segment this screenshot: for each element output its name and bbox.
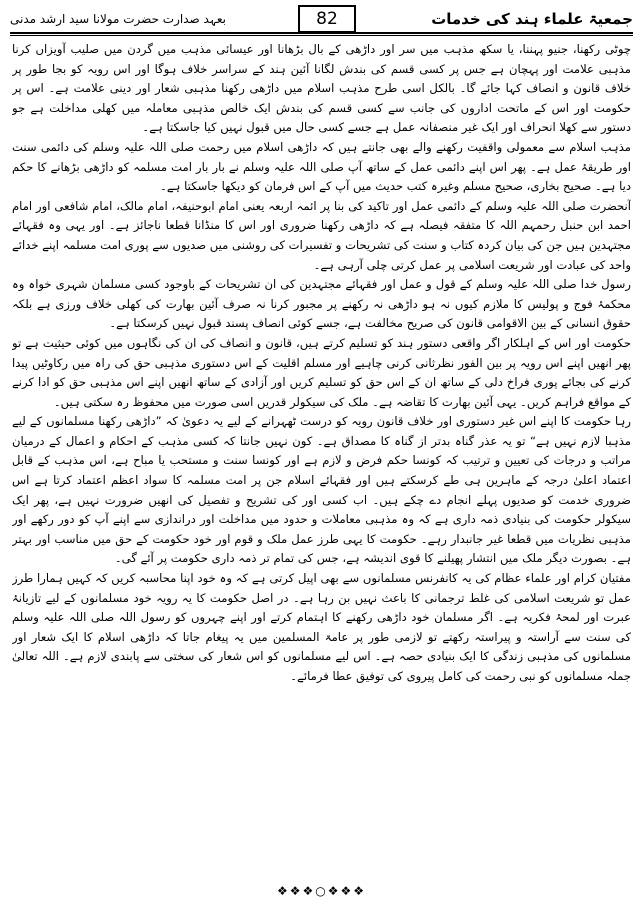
running-title: جمعیۃ علماء ہند کی خدمات: [431, 10, 633, 28]
paragraph: حکومت اور اس کے اہلکار اگر واقعی دستور ہند کو تسلیم کرتے ہیں، قانون و انصاف کی ان کی نگاہوں میں کوئی حیثیت ہے تو پھر انھیں اپنے اس رویہ پر بین الفور نظرثانی کرنی چاہیے اور مسلم اقلیت کے اس دستوری مذہبی حق کی راہ میں رکاوٹیں پیدا کرنے کی بجائے پوری فراخ دلی کے ساتھ ان کے اس حق کو تسلیم کریں اور آزادی کے ساتھ انھیں اپنے اس مذہبی حق کو ادا کرنے کے مواقع فراہم کریں۔ یہی آئین بھارت کا تقاضہ ہے۔ ملک کی سیکولر قدریں اسی صورت میں محفوظ رہ سکتی ہیں۔: [12, 335, 631, 409]
paragraph: مذہب اسلام سے معمولی واقفیت رکھنے والے بھی جانتے ہیں کہ داڑھی اسلام میں رحمت صلی اللہ علیہ وسلم کی دائمی سنت اور طریقۂ عمل ہے۔ پھر اس اپنے دائمی عمل کے ساتھ آپ صلی اللہ علیہ وسلم نے بار بار امت مسلمہ کو داڑھی بڑھانے کا حکم دیا ہے۔ صحیح بخاری، صحیح مسلم وغیرہ کتب حدیث میں آپ کے اس فرمان کو دیکھا جاسکتا ہے۔: [12, 139, 631, 194]
paragraph: چوٹی رکھنا، جنیو پہننا، یا سکھ مذہب میں سر اور داڑھی کے بال بڑھانا اور عیسائی مذہب میں گردن میں صلیب آویزاں کرنا مذہبی علامت اور پہچان ہے جس پر کسی قسم کی بندش لگانا آئین ہند کے سراسر خلاف ہوگا اور اس رویہ کو بجا طور پر خلاف قانون و انصاف کہا جائے گا۔ بالکل اسی طرح مذہب اسلام میں داڑھی رکھنا مذہبی شعار اور دینی علامت ہے۔ اس پر حکومت اور اس کے ماتحت اداروں کی جانب سے کسی قسم کی بندش ایک خالص مذہبی معاملہ میں کھلی مداخلت ہے جو دستور سے کھلا انحراف اور ایک غیر منصفانہ عمل ہے جسے کسی حال میں قبول نہیں کیا جاسکتا ہے۔: [12, 42, 631, 135]
article-body: [12, 40, 631, 876]
page-number: 82: [298, 5, 356, 33]
paragraph: آنحضرت صلی اللہ علیہ وسلم کے دائمی عمل اور تاکید کی بنا پر ائمہ اربعہ یعنی امام ابوحنیفہ، امام مالک، امام شافعی اور امام احمد ابن حنبل رحمہم اللہ کا متفقہ فیصلہ ہے کہ داڑھی رکھنا ضروری اور اس کا منڈانا قطعا ناجائز ہے۔ اور یہی وہ فقہائے مجتہدین ہیں جن کی بیان کردہ کتاب و سنت کی تشریحات و تفسیرات کی روشنی میں صدیوں سے پوری امت مسلمہ اپنے خدائے واحد کی عبادت اور شریعت اسلامی پر عمل کرتی چلی آرہی ہے۔: [12, 198, 631, 272]
header-divider: [10, 32, 633, 34]
paragraph: مفتیان کرام اور علماء عظام کی یہ کانفرنس مسلمانوں سے بھی اپیل کرتی ہے کہ وہ خود اپنا محاسبہ کریں کہ کہیں ہمارا طرز عمل تو شریعت اسلامی کی غلط ترجمانی کا باعث نہیں بن رہا ہے۔ در اصل حکومت کا یہ رویہ خود مسلمانوں کے لیے تازیانۂ عبرت اور لمحۂ فکریہ ہے۔ اگر مسلمان خود داڑھی رکھنے کا اہتمام کرتے اور اپنے چہروں کو رسول اللہ صلی اللہ علیہ وسلم کی سنت سے آراستہ و پیراستہ رکھتے تو لازمی طور پر عامۃ المسلمین میں یہ پیغام جاتا کہ داڑھی اسلام کا ایک شعار اور مسلمانوں کی مذہبی زندگی کا ایک بنیادی حصہ ہے۔ اس لیے مسلمانوں کو اس شعار کی سختی سے پابندی لازم ہے۔ اللہ تعالیٰ جملہ مسلمانوں کو نبی رحمت کی کامل پیروی کی توفیق عطا فرمائے۔: [12, 571, 631, 683]
paragraph: رہا حکومت کا اپنے اس غیر دستوری اور خلاف قانون رویہ کو درست ٹھہرانے کے لیے یہ دعویٰ کہ ”داڑھی رکھنا مسلمانوں کے لیے مذہبا لازم نہیں ہے“ تو یہ عذر گناہ بدتر از گناہ کا مصداق ہے۔ کون نہیں جانتا کہ کسی مذہب کے احکام و اعمال کے درمیان مراتب و درجات کی تعیین و ترتیب کہ کونسا حکم فرض و لازم ہے اور کونسا سنت و مستحب یا مباح ہے، اس مذہب کے قابل اعتماد اعلیٰ درجہ کے ماہرین ہی طے کرسکتے ہیں اور فقہائے اسلام جن پر امت مسلمہ کا سواد اعظم اعتماد کرتا ہے اس ضروری خدمت کو صدیوں پہلے انجام دے چکے ہیں۔ اب کسی اور کی تشریح و تفصیل کی انھیں ضرورت نہیں ہے، پھر ایک سیکولر حکومت کی بنیادی ذمہ داری ہے کہ وہ مذہبی معاملات و حدود میں مداخلت اور دراندازی سے اپنے آپ کو دور رکھے اور مذہبی نظریات میں قطعا غیر جانبدار رہے۔ حکومت کا یہی طرز عمل ملک و قوم اور خود حکومت کے حق میں مناسب اور بہتر ہے۔ بصورت دیگر ملک میں انتشار پھیلنے کا قوی اندیشہ ہے، جس کی تمام تر ذمہ داری حکومت پر آئے گی۔: [12, 414, 631, 566]
end-ornament: ❖❖❖○❖❖❖: [276, 884, 367, 898]
running-subtitle: بعہد صدارت حضرت مولانا سید ارشد مدنی: [10, 12, 226, 26]
header-divider-thin: [10, 35, 633, 36]
paragraph: رسول خدا صلی اللہ علیہ وسلم کے قول و عمل اور فقہائے مجتہدین کی ان تشریحات کے باوجود کسی مسلمان شہری خواہ وہ محکمۂ فوج و پولیس کا ملازم کیوں نہ ہو داڑھی نہ رکھنے پر مجبور کرنا نہ صرف آئین بھارت کی کھلی خلاف ورزی ہے بلکہ حقوق انسانی کے بین الاقوامی قانون کی صریح مخالفت ہے، جسے کوئی انصاف پسند قبول نہیں کرسکتا ہے۔: [12, 277, 631, 331]
